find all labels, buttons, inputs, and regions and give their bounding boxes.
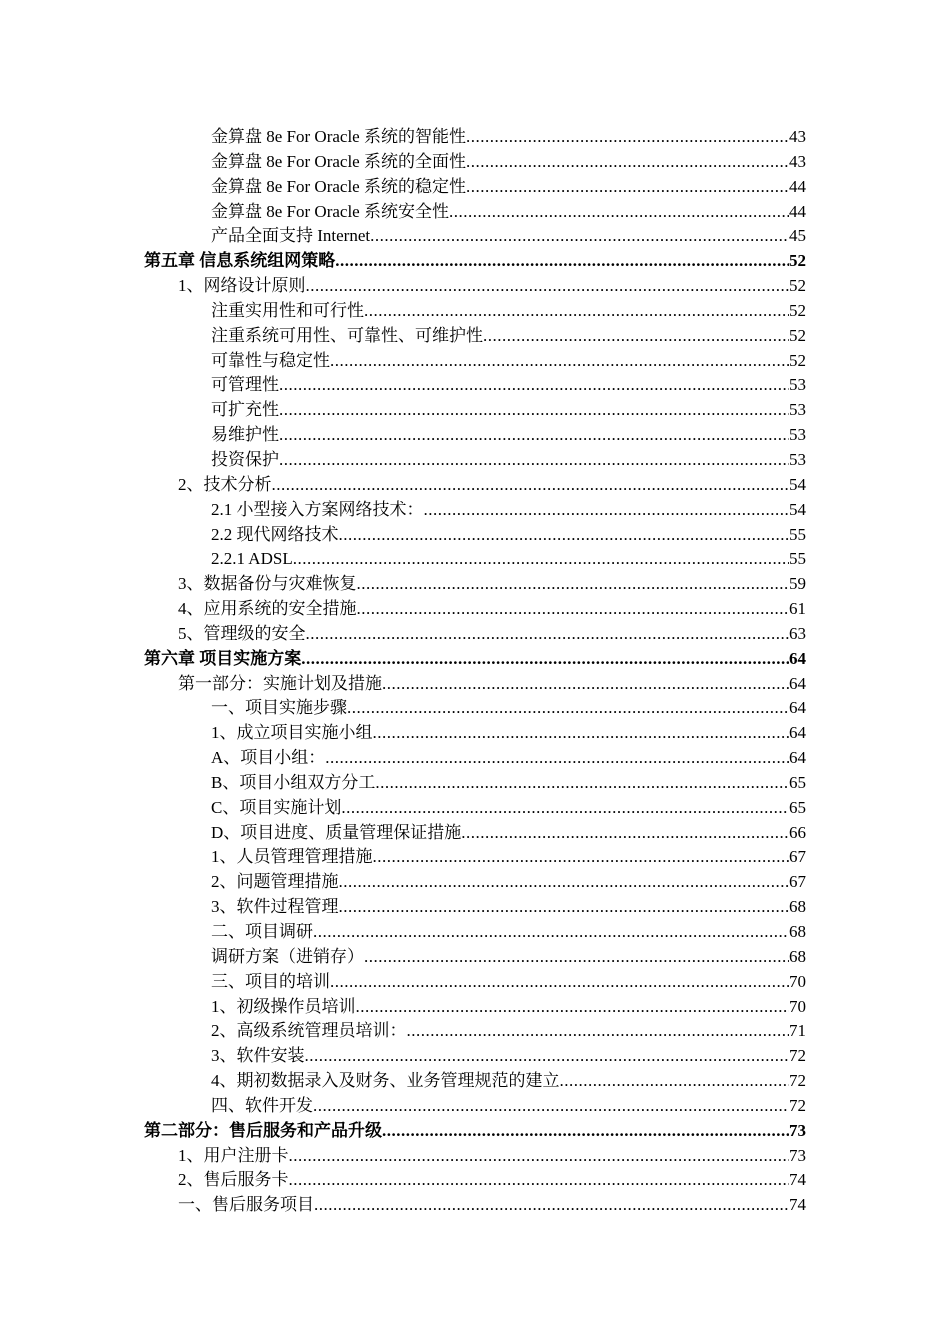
toc-entry-title: 2.2.1 ADSL — [211, 547, 293, 572]
toc-entry[interactable] — [0, 175, 950, 200]
toc-entry-line — [211, 125, 806, 150]
toc-entry-title: C、项目实施计划 — [211, 796, 341, 821]
toc-dot-leader — [364, 299, 789, 324]
toc-dot-leader — [301, 647, 789, 672]
toc-dot-leader — [330, 970, 789, 995]
toc-entry-title: 金算盘 8e For Oracle 系统的智能性 — [211, 125, 466, 150]
toc-entry-title: 2.1 小型接入方案网络技术： — [211, 498, 424, 523]
toc-entry[interactable] — [0, 1094, 950, 1119]
toc-entry-line — [211, 746, 806, 771]
toc-entry-title: 一、售后服务项目 — [178, 1193, 314, 1218]
toc-page-number: 64 — [789, 748, 806, 768]
toc-entry-title: 可管理性 — [211, 373, 279, 398]
toc-entry-line — [211, 945, 806, 970]
toc-entry[interactable] — [0, 746, 950, 771]
toc-entry-title: 4、应用系统的安全措施 — [178, 597, 357, 622]
toc-dot-leader — [279, 448, 789, 473]
toc-entry-line — [178, 622, 806, 647]
toc-entry-line — [211, 796, 806, 821]
toc-entry[interactable] — [0, 547, 950, 572]
toc-entry-line — [211, 920, 806, 945]
toc-page-number: 65 — [789, 797, 806, 817]
toc-dot-leader — [466, 125, 789, 150]
toc-dot-leader — [375, 771, 789, 796]
toc-dot-leader — [356, 995, 790, 1020]
toc-page-number: 66 — [789, 822, 806, 842]
toc-entry-line — [211, 299, 806, 324]
toc-entry-title: 可靠性与稳定性 — [211, 349, 330, 374]
toc-entry-title: 第六章 项目实施方案 — [144, 647, 301, 672]
toc-page-number: 64 — [789, 648, 806, 668]
toc-entry[interactable] — [0, 622, 950, 647]
toc-entry[interactable] — [0, 647, 950, 672]
toc-entry[interactable] — [0, 1069, 950, 1094]
toc-entry[interactable] — [0, 572, 950, 597]
toc-page-number: 72 — [789, 1095, 806, 1115]
toc-page-number: 44 — [789, 201, 806, 221]
toc-dot-leader — [364, 945, 789, 970]
toc-page-number: 52 — [789, 276, 806, 296]
toc-page-number: 54 — [789, 474, 806, 494]
toc-dot-leader — [335, 249, 789, 274]
toc-dot-leader — [313, 1094, 789, 1119]
toc-entry[interactable] — [0, 398, 950, 423]
toc-entry-line — [211, 423, 806, 448]
toc-entry-line — [211, 373, 806, 398]
toc-page-number: 67 — [789, 872, 806, 892]
toc-dot-leader — [449, 200, 789, 225]
toc-entry[interactable] — [0, 696, 950, 721]
toc-page-number: 53 — [789, 449, 806, 469]
toc-page-number: 53 — [789, 425, 806, 445]
toc-entry-line — [211, 696, 806, 721]
toc-entry[interactable] — [0, 895, 950, 920]
toc-entry-line — [211, 970, 806, 995]
toc-entry-title: 2、问题管理措施 — [211, 870, 339, 895]
toc-entry-line — [211, 895, 806, 920]
toc-dot-leader — [357, 597, 790, 622]
toc-page-number: 74 — [789, 1170, 806, 1190]
toc-page-number: 52 — [789, 350, 806, 370]
toc-entry[interactable] — [0, 423, 950, 448]
toc-entry-line — [178, 572, 806, 597]
toc-dot-leader — [313, 920, 789, 945]
toc-dot-leader — [483, 324, 789, 349]
toc-entry[interactable] — [0, 995, 950, 1020]
toc-dot-leader — [314, 1193, 789, 1218]
toc-dot-leader — [306, 274, 790, 299]
toc-entry-title: 三、项目的培训 — [211, 970, 330, 995]
toc-entry-title: 2、技术分析 — [178, 473, 272, 498]
toc-dot-leader — [279, 398, 789, 423]
toc-entry-title: 注重实用性和可行性 — [211, 299, 364, 324]
toc-entry-title: 四、软件开发 — [211, 1094, 313, 1119]
toc-entry-line — [211, 721, 806, 746]
toc-entry-line — [211, 771, 806, 796]
toc-entry-line — [211, 150, 806, 175]
toc-entry-title: 第五章 信息系统组网策略 — [144, 249, 335, 274]
toc-entry-line — [178, 274, 806, 299]
toc-page-number: 68 — [789, 946, 806, 966]
toc-entry-line — [211, 821, 806, 846]
toc-entry-line — [211, 1019, 806, 1044]
toc-page-number: 52 — [789, 325, 806, 345]
toc-entry-line — [211, 523, 806, 548]
toc-entry[interactable] — [0, 299, 950, 324]
toc-entry[interactable] — [0, 523, 950, 548]
toc-page-number: 71 — [789, 1021, 806, 1041]
toc-entry[interactable] — [0, 473, 950, 498]
toc-page-number: 70 — [789, 996, 806, 1016]
toc-entry-title: 金算盘 8e For Oracle 系统的稳定性 — [211, 175, 466, 200]
toc-entry-title: 2.2 现代网络技术 — [211, 523, 339, 548]
toc-entry-title: 1、用户注册卡 — [178, 1144, 289, 1169]
toc-entry[interactable] — [0, 125, 950, 150]
toc-entry-line — [178, 1168, 806, 1193]
toc-page-number: 64 — [789, 673, 806, 693]
toc-page-number: 55 — [789, 549, 806, 569]
toc-dot-leader — [305, 1044, 790, 1069]
toc-entry-line — [211, 870, 806, 895]
toc-page-number: 68 — [789, 922, 806, 941]
toc-page-number: 44 — [789, 176, 806, 196]
toc-entry[interactable] — [0, 970, 950, 995]
toc-page-number: 53 — [789, 400, 806, 420]
toc-page-number: 45 — [789, 226, 806, 246]
toc-page-number: 64 — [789, 723, 806, 743]
toc-dot-leader — [466, 150, 789, 175]
toc-entry-title: B、项目小组双方分工 — [211, 771, 375, 796]
toc-dot-leader — [347, 696, 789, 721]
toc-entry-title: 第一部分：实施计划及措施 — [178, 672, 382, 697]
toc-entry-line — [211, 224, 806, 249]
toc-dot-leader — [341, 796, 789, 821]
toc-dot-leader — [373, 721, 790, 746]
toc-entry-title: 产品全面支持 Internet — [211, 224, 370, 249]
toc-entry-line — [211, 398, 806, 423]
toc-entry-line — [144, 249, 806, 274]
toc-entry-line — [211, 1069, 806, 1094]
toc-entry-line — [178, 597, 806, 622]
toc-entry[interactable] — [0, 1019, 950, 1044]
toc-entry-title: 4、期初数据录入及财务、业务管理规范的建立 — [211, 1069, 560, 1094]
toc-page-number: 74 — [789, 1195, 806, 1215]
toc-page-number: 72 — [789, 1071, 806, 1091]
toc-page-number: 43 — [789, 151, 806, 171]
toc-dot-leader — [373, 845, 790, 870]
toc-entry[interactable] — [0, 672, 950, 697]
toc-entry-title: D、项目进度、质量管理保证措施 — [211, 821, 461, 846]
toc-dot-leader — [424, 498, 790, 523]
toc-dot-leader — [357, 572, 790, 597]
toc-dot-leader — [466, 175, 789, 200]
toc-page-number: 73 — [789, 1145, 806, 1165]
toc-entry-title: 投资保护 — [211, 448, 279, 473]
toc-entry-line — [211, 547, 806, 572]
toc-page-number: 52 — [789, 300, 806, 320]
toc-entry-title: 易维护性 — [211, 423, 279, 448]
toc-entry-title: 注重系统可用性、可靠性、可维护性 — [211, 324, 483, 349]
toc-page-number: 59 — [789, 574, 806, 594]
toc-entry[interactable] — [0, 498, 950, 523]
toc-entry[interactable] — [0, 771, 950, 796]
toc-entry-title: 3、数据备份与灾难恢复 — [178, 572, 357, 597]
table-of-contents — [0, 125, 950, 1218]
toc-entry-title: 2、高级系统管理员培训： — [211, 1019, 407, 1044]
toc-entry[interactable] — [0, 249, 950, 274]
toc-entry[interactable] — [0, 274, 950, 299]
toc-entry-line — [211, 995, 806, 1020]
toc-entry-title: A、项目小组： — [211, 746, 325, 771]
toc-dot-leader — [382, 672, 789, 697]
toc-entry-title: 2、售后服务卡 — [178, 1168, 289, 1193]
toc-entry[interactable] — [0, 945, 950, 970]
toc-entry-title: 金算盘 8e For Oracle 系统的全面性 — [211, 150, 466, 175]
toc-page-number: 55 — [789, 524, 806, 544]
toc-entry-title: 一、项目实施步骤 — [211, 696, 347, 721]
toc-dot-leader — [289, 1168, 790, 1193]
toc-entry[interactable] — [0, 845, 950, 870]
toc-entry-title: 1、初级操作员培训 — [211, 995, 356, 1020]
toc-entry[interactable] — [0, 349, 950, 374]
toc-entry-line — [178, 1144, 806, 1169]
toc-page-number: 52 — [789, 251, 806, 271]
toc-entry[interactable] — [0, 1044, 950, 1069]
toc-entry[interactable] — [0, 1168, 950, 1193]
toc-page-number: 70 — [789, 971, 806, 991]
toc-page-number: 73 — [789, 1120, 806, 1140]
toc-entry[interactable] — [0, 1144, 950, 1169]
toc-entry-line — [178, 473, 806, 498]
toc-page-number: 65 — [789, 772, 806, 792]
toc-entry-title: 金算盘 8e For Oracle 系统安全性 — [211, 200, 449, 225]
toc-entry-title: 调研方案（进销存） — [211, 945, 364, 970]
toc-entry[interactable] — [0, 448, 950, 473]
toc-entry-title: 第二部分：售后服务和产品升级 — [144, 1119, 382, 1144]
toc-entry[interactable] — [0, 597, 950, 622]
toc-entry-line — [211, 200, 806, 225]
toc-page-number: 67 — [789, 847, 806, 867]
toc-entry-title: 1、网络设计原则 — [178, 274, 306, 299]
toc-page-number: 43 — [789, 127, 806, 146]
toc-entry[interactable] — [0, 373, 950, 398]
toc-entry-line — [211, 324, 806, 349]
toc-entry-title: 3、软件过程管理 — [211, 895, 339, 920]
toc-entry-line — [211, 175, 806, 200]
toc-entry[interactable] — [0, 200, 950, 225]
toc-dot-leader — [293, 547, 789, 572]
toc-dot-leader — [339, 870, 790, 895]
toc-dot-leader — [306, 622, 790, 647]
toc-entry[interactable] — [0, 920, 950, 945]
toc-entry[interactable] — [0, 1119, 950, 1144]
toc-dot-leader — [330, 349, 789, 374]
toc-entry-line — [211, 448, 806, 473]
toc-entry-line — [211, 498, 806, 523]
toc-dot-leader — [382, 1119, 789, 1144]
toc-entry-title: 3、软件安装 — [211, 1044, 305, 1069]
toc-dot-leader — [325, 746, 789, 771]
toc-dot-leader — [279, 373, 789, 398]
toc-page-number: 54 — [789, 499, 806, 519]
toc-page-number: 68 — [789, 897, 806, 917]
toc-entry-line — [178, 672, 806, 697]
toc-entry[interactable] — [0, 224, 950, 249]
toc-entry[interactable] — [0, 1193, 950, 1218]
toc-entry-title: 1、成立项目实施小组 — [211, 721, 373, 746]
toc-dot-leader — [272, 473, 790, 498]
toc-entry[interactable] — [0, 150, 950, 175]
toc-entry-line — [211, 845, 806, 870]
toc-entry[interactable] — [0, 324, 950, 349]
toc-entry-title: 1、人员管理管理措施 — [211, 845, 373, 870]
toc-dot-leader — [339, 523, 790, 548]
toc-entry[interactable] — [0, 870, 950, 895]
toc-dot-leader — [339, 895, 790, 920]
toc-entry-line — [211, 1094, 806, 1119]
toc-entry-line — [144, 647, 806, 672]
toc-page-number: 72 — [789, 1046, 806, 1066]
toc-entry-line — [211, 349, 806, 374]
toc-entry-title: 5、管理级的安全 — [178, 622, 306, 647]
toc-page-number: 63 — [789, 623, 806, 643]
toc-entry-line — [144, 1119, 806, 1144]
toc-page-number: 53 — [789, 375, 806, 395]
toc-entry-line — [211, 1044, 806, 1069]
toc-entry[interactable] — [0, 721, 950, 746]
toc-dot-leader — [560, 1069, 790, 1094]
toc-dot-leader — [370, 224, 789, 249]
toc-page-number: 64 — [789, 698, 806, 718]
toc-dot-leader — [461, 821, 789, 846]
toc-entry[interactable] — [0, 796, 950, 821]
toc-dot-leader — [279, 423, 789, 448]
toc-entry[interactable] — [0, 821, 950, 846]
toc-dot-leader — [289, 1144, 790, 1169]
toc-entry-title: 二、项目调研 — [211, 920, 313, 945]
toc-entry-line — [178, 1193, 806, 1218]
toc-page-number: 61 — [789, 599, 806, 619]
toc-dot-leader — [407, 1019, 790, 1044]
toc-entry-title: 可扩充性 — [211, 398, 279, 423]
